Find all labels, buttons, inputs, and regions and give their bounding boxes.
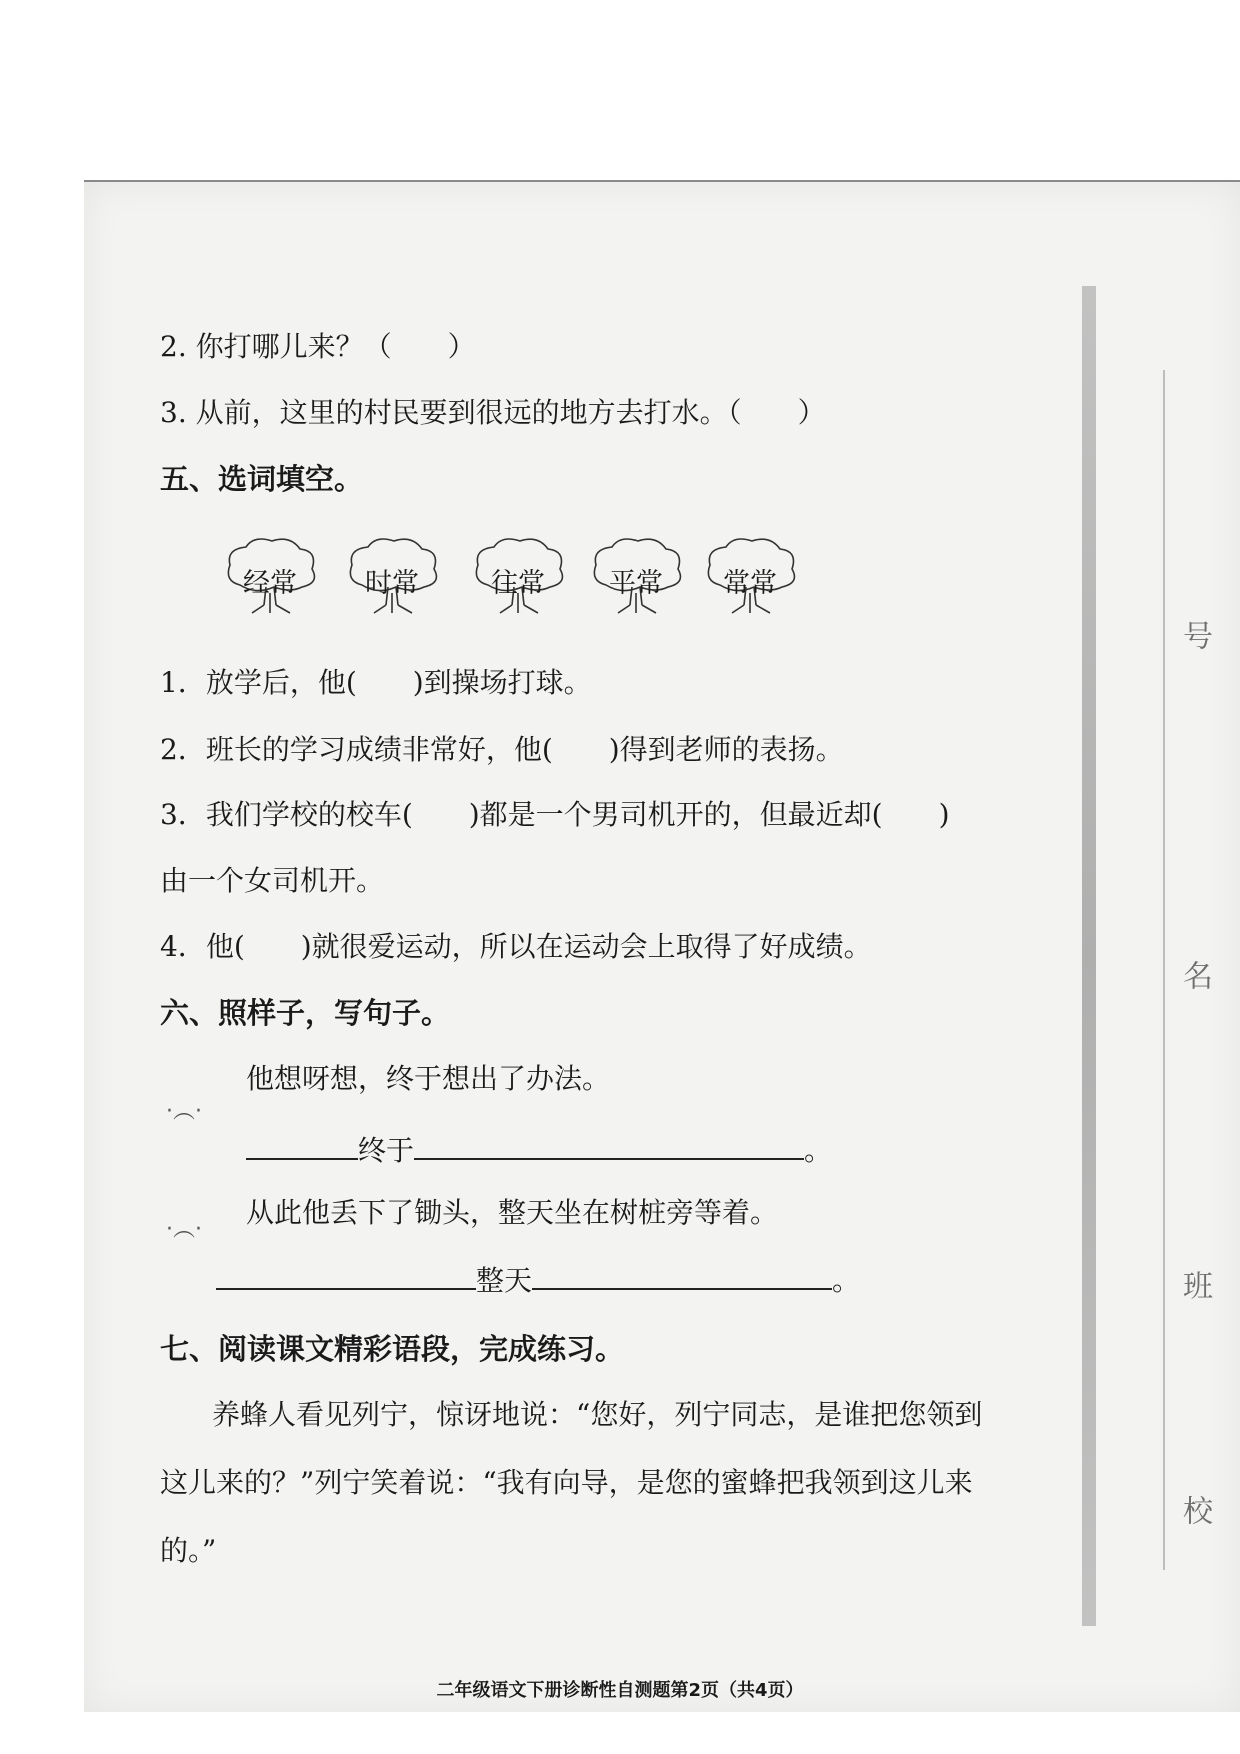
page-footer: 二年级语文下册诊断性自测题第2页（共4页）	[436, 1680, 804, 1701]
answer-blank[interactable]	[246, 1132, 358, 1160]
section5-item-1: 1．放学后，他( )到操场打球。	[160, 666, 592, 699]
section6-fill-2	[216, 1262, 860, 1298]
section7-title: 七、阅读课文精彩语段，完成练习。	[160, 1332, 625, 1366]
section5-item-3: 3．我们学校的校车( )都是一个男司机开的，但最近却( )	[160, 798, 950, 831]
section6-example-1: 他想呀想，终于想出了办法。	[246, 1062, 611, 1095]
section5-item-2: 2．班长的学习成绩非常好，他( )得到老师的表扬。	[160, 733, 844, 766]
word-tree-3	[468, 535, 568, 617]
side-label-class: 班	[1177, 1270, 1212, 1300]
word-option: 经常	[243, 568, 297, 599]
word-tree-5	[700, 535, 800, 617]
section5-item-3-cont: 由一个女司机开。	[160, 864, 385, 897]
fill-end: 。	[832, 1264, 861, 1297]
answer-blank[interactable]	[414, 1132, 804, 1160]
q4-item-2: 2. 你打哪儿来？（ ）	[160, 330, 476, 363]
section7-passage-line-1: 养蜂人看见列宁，惊讶地说：“您好，列宁同志，是谁把您领到	[212, 1398, 983, 1431]
binding-strip	[1082, 286, 1096, 1626]
section6-example-2: 从此他丢下了锄头，整天坐在树桩旁等着。	[246, 1196, 779, 1229]
fill-end: 。	[804, 1134, 833, 1167]
doodle-face-icon: ·︵·	[166, 1217, 202, 1242]
word-tree-4	[586, 535, 686, 617]
q4-item-3: 3. 从前，这里的村民要到很远的地方去打水。（ ）	[160, 396, 826, 429]
section7-passage-line-2: 这儿来的？”列宁笑着说：“我有向导，是您的蜜蜂把我领到这儿来	[160, 1466, 973, 1499]
section6-fill-1	[246, 1132, 832, 1168]
word-tree-1	[220, 535, 320, 617]
answer-blank[interactable]	[216, 1262, 476, 1290]
side-label-school: 校	[1177, 1495, 1212, 1525]
answer-blank[interactable]	[532, 1262, 832, 1290]
word-tree-2	[342, 535, 442, 617]
word-option: 时常	[365, 568, 419, 599]
section5-item-4: 4．他( )就很爱运动，所以在运动会上取得了好成绩。	[160, 930, 872, 963]
binding-rule	[1163, 370, 1165, 1570]
word-option: 常常	[723, 568, 777, 599]
section6-title: 六、照样子，写句子。	[160, 996, 451, 1030]
word-option: 平常	[609, 568, 663, 599]
fill-word: 终于	[358, 1134, 415, 1167]
section7-passage-line-3: 的。”	[160, 1534, 217, 1567]
word-option: 往常	[491, 568, 545, 599]
doodle-face-icon: ·︵·	[166, 1099, 202, 1124]
side-label-name: 名	[1177, 960, 1212, 990]
section5-title: 五、选词填空。	[160, 462, 364, 496]
fill-word: 整天	[476, 1264, 533, 1297]
side-label-number: 号	[1177, 620, 1212, 650]
